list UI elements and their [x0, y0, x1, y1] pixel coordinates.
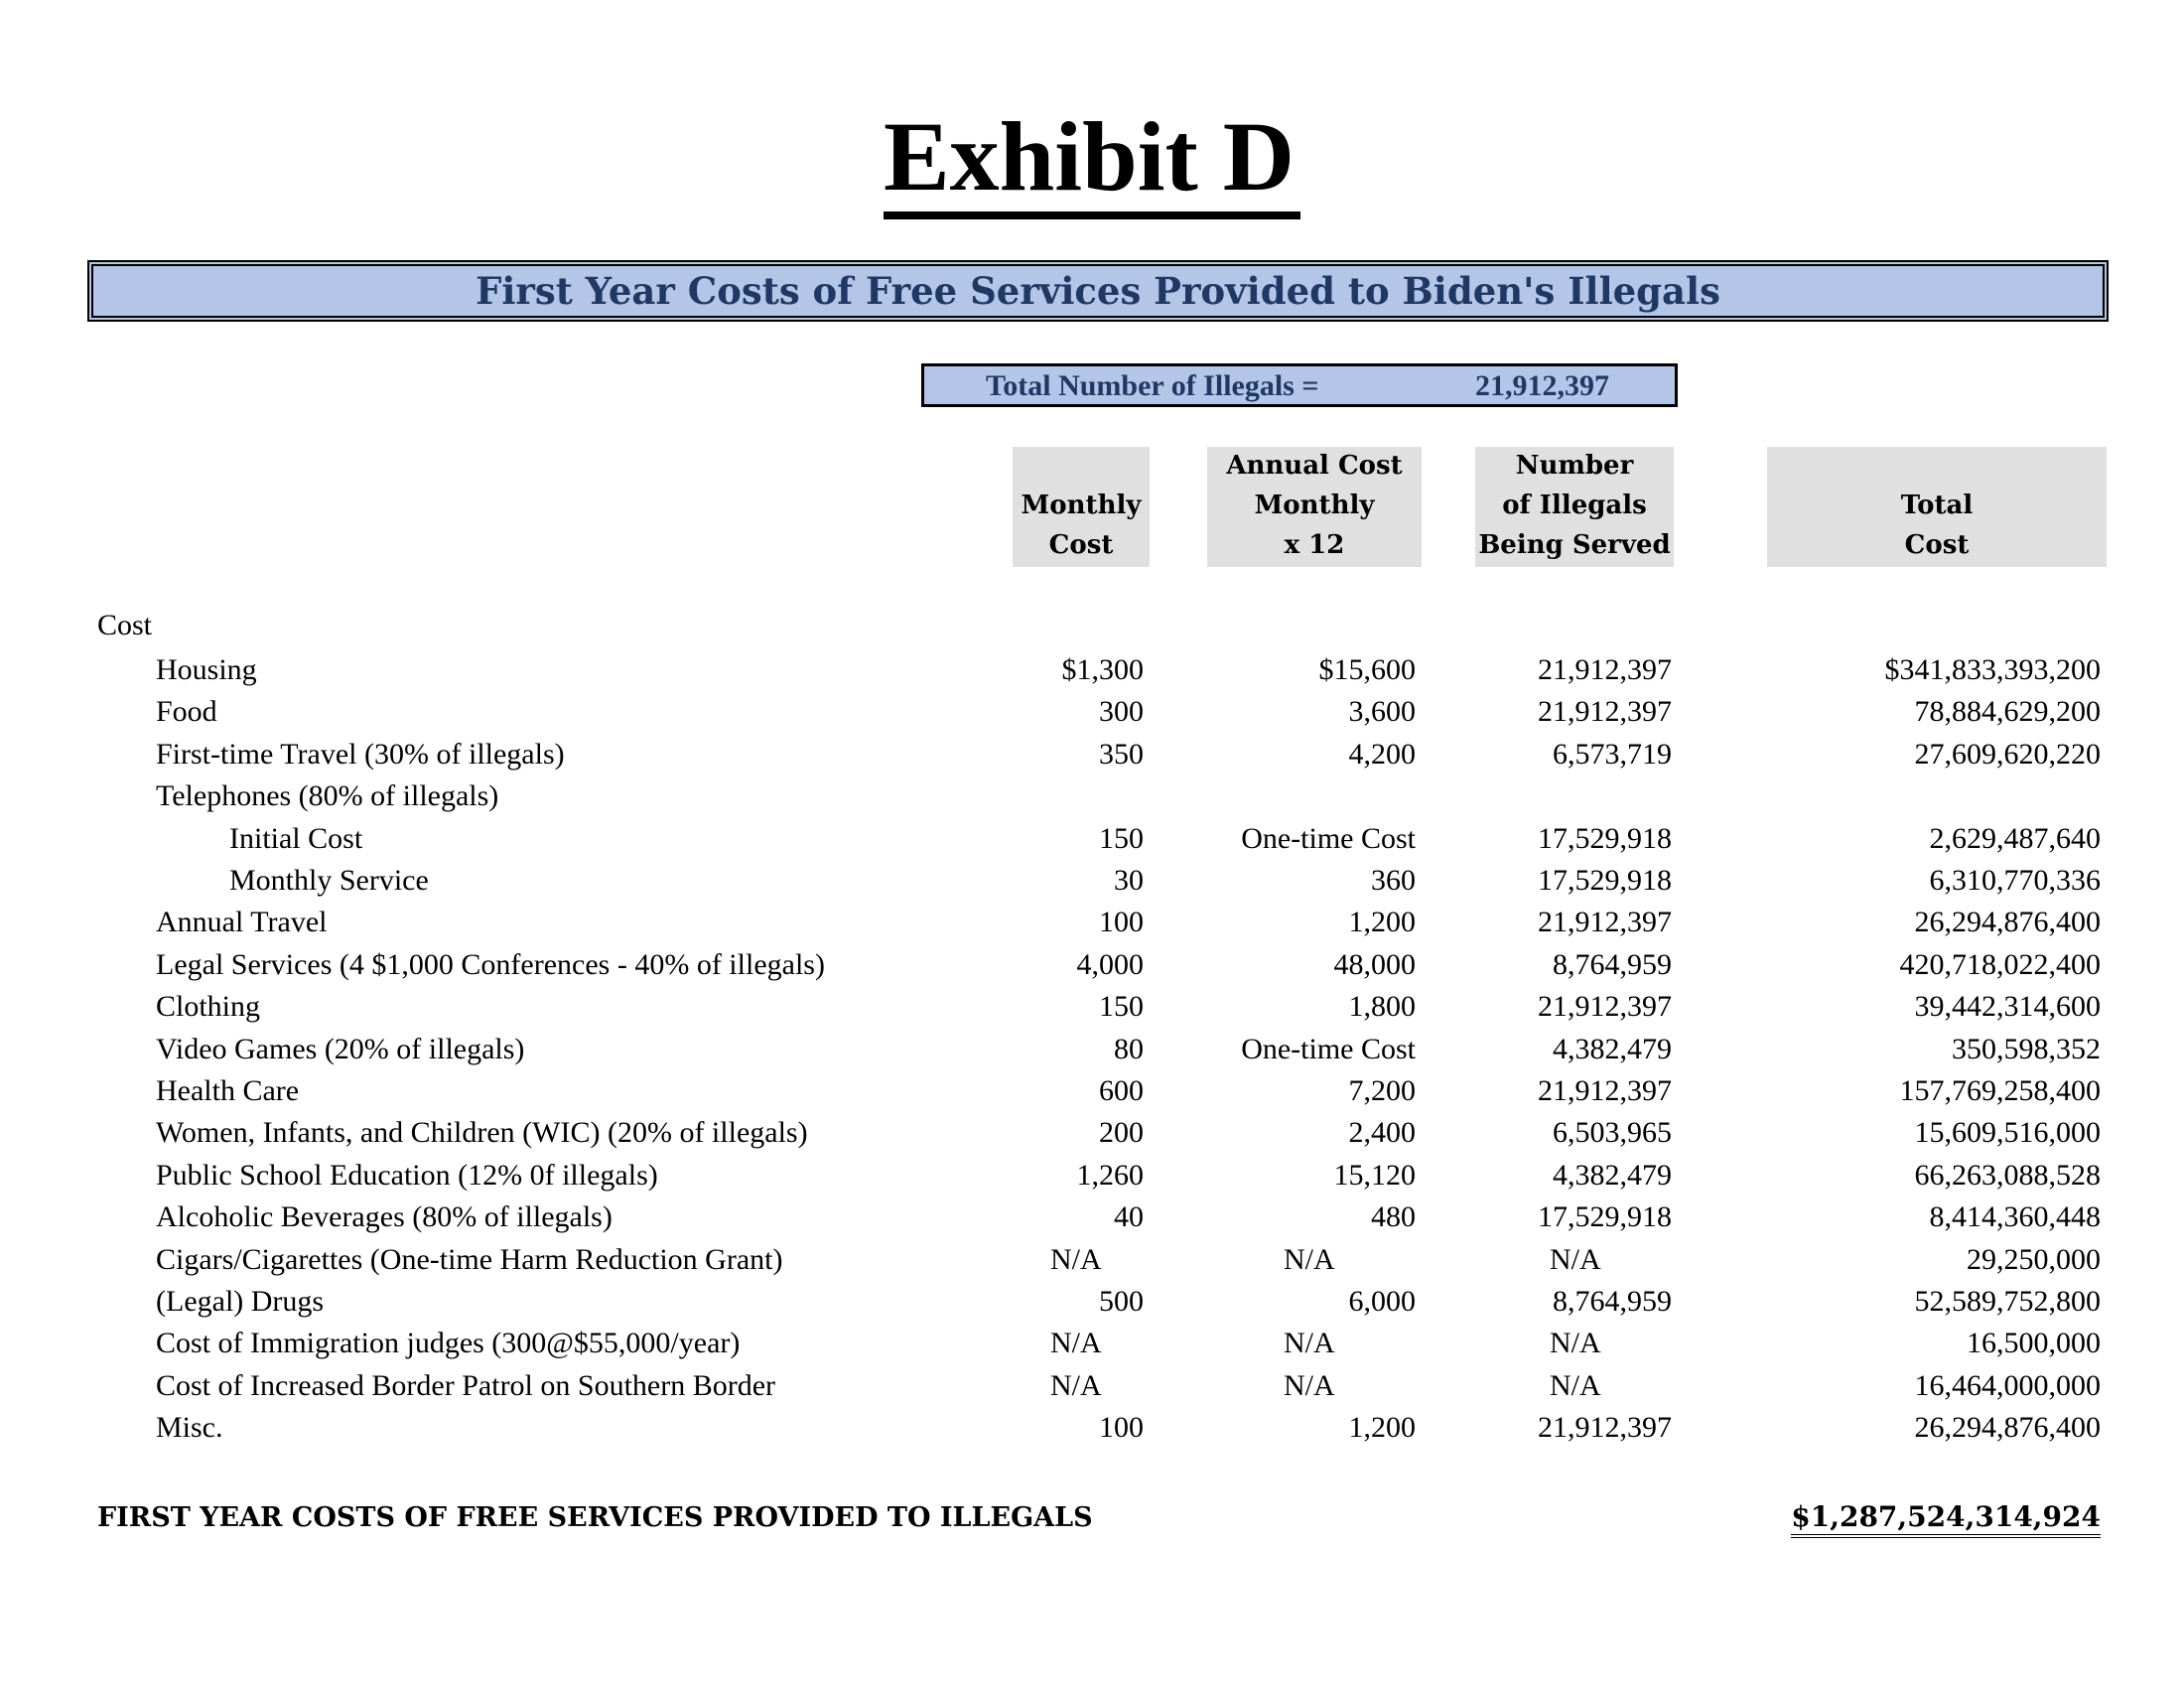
row-number-served: 6,503,965 — [1553, 1116, 1672, 1150]
header-annual-cost — [1207, 447, 1422, 567]
row-annual-cost: 4,200 — [1348, 737, 1416, 771]
row-monthly-cost: $1,300 — [1061, 653, 1144, 686]
row-label: (Legal) Drugs — [156, 1285, 325, 1318]
exhibit-title — [0, 101, 2184, 219]
header-monthly-cost — [1013, 447, 1150, 567]
row-number-served: 21,912,397 — [1538, 906, 1672, 939]
row-total-cost: 157,769,258,400 — [1899, 1074, 2101, 1107]
header-line: Cost — [1904, 530, 1970, 560]
row-total-cost: 6,310,770,336 — [1929, 864, 2101, 897]
row-number-served: 6,573,719 — [1553, 737, 1672, 771]
row-total-cost: 29,250,000 — [1967, 1242, 2101, 1276]
row-number-served: 21,912,397 — [1538, 1074, 1672, 1107]
row-annual-cost: 48,000 — [1333, 947, 1416, 981]
row-annual-cost: 3,600 — [1348, 695, 1416, 729]
row-label: Food — [156, 695, 217, 729]
row-annual-cost: 1,800 — [1348, 990, 1416, 1024]
row-label: First-time Travel (30% of illegals) — [156, 737, 565, 771]
total-illegals-value: 21,912,397 — [1475, 369, 1609, 402]
row-label: Initial Cost — [229, 821, 363, 855]
header-line: Monthly — [1021, 491, 1142, 520]
row-number-served: 4,382,479 — [1553, 1032, 1672, 1065]
row-total-cost: 39,442,314,600 — [1914, 990, 2101, 1024]
row-label: Public School Education (12% 0f illegals) — [156, 1158, 658, 1192]
row-monthly-cost: 200 — [1099, 1116, 1144, 1150]
row-total-cost: 78,884,629,200 — [1914, 695, 2101, 729]
row-annual-cost: 2,400 — [1348, 1116, 1416, 1150]
row-annual-cost: 15,120 — [1333, 1158, 1416, 1192]
row-monthly-cost: 100 — [1099, 1411, 1144, 1445]
row-number-served: 21,912,397 — [1538, 990, 1672, 1024]
row-number-served: 21,912,397 — [1538, 1411, 1672, 1445]
row-monthly-cost: N/A — [1050, 1368, 1102, 1402]
header-line: of Illegals — [1502, 491, 1647, 520]
row-annual-cost: N/A — [1284, 1242, 1335, 1276]
title-banner — [87, 260, 2109, 322]
row-total-cost: 26,294,876,400 — [1914, 906, 2101, 939]
row-monthly-cost: 30 — [1114, 864, 1144, 897]
header-line: Monthly — [1254, 491, 1375, 520]
footer-label: FIRST YEAR COSTS OF FREE SERVICES PROVIDED TO ILLEGALS — [97, 1502, 1093, 1533]
row-label: Cost of Increased Border Patrol on Southern Border — [156, 1368, 776, 1402]
row-number-served: 4,382,479 — [1553, 1158, 1672, 1192]
header-total-cost — [1767, 447, 2107, 567]
row-label: Housing — [156, 653, 257, 686]
row-label: Clothing — [156, 990, 261, 1024]
row-total-cost: 16,464,000,000 — [1914, 1368, 2101, 1402]
row-total-cost: 16,500,000 — [1967, 1327, 2101, 1360]
row-annual-cost: 1,200 — [1348, 1411, 1416, 1445]
row-annual-cost: $15,600 — [1318, 653, 1416, 686]
header-line: Annual Cost — [1226, 451, 1403, 481]
row-total-cost: 350,598,352 — [1952, 1032, 2101, 1065]
row-monthly-cost: N/A — [1050, 1327, 1102, 1360]
row-monthly-cost: N/A — [1050, 1242, 1102, 1276]
row-number-served: 17,529,918 — [1538, 864, 1672, 897]
footer-total: $1,287,524,314,924 — [1791, 1500, 2101, 1538]
row-label: Telephones (80% of illegals) — [156, 779, 499, 813]
exhibit-title-text: Exhibit D — [884, 108, 1300, 219]
table-row — [0, 986, 2184, 1028]
header-line: Being Served — [1478, 530, 1671, 560]
row-monthly-cost: 300 — [1099, 695, 1144, 729]
header-line: Total — [1900, 491, 1974, 520]
row-monthly-cost: 600 — [1099, 1074, 1144, 1107]
row-annual-cost: 7,200 — [1348, 1074, 1416, 1107]
row-number-served: 17,529,918 — [1538, 1200, 1672, 1234]
row-annual-cost: 1,200 — [1348, 906, 1416, 939]
table-row — [0, 775, 2184, 817]
row-total-cost: 15,609,516,000 — [1914, 1116, 2101, 1150]
row-label: Cigars/Cigarettes (One-time Harm Reduction Grant) — [156, 1242, 783, 1276]
row-label: Annual Travel — [156, 906, 328, 939]
table-row — [0, 1239, 2184, 1281]
row-monthly-cost: 150 — [1099, 821, 1144, 855]
row-number-served: N/A — [1550, 1327, 1601, 1360]
row-label: Alcoholic Beverages (80% of illegals) — [156, 1200, 613, 1234]
table-row — [0, 1323, 2184, 1364]
row-annual-cost: 480 — [1371, 1200, 1416, 1234]
header-line: Number — [1515, 451, 1634, 481]
row-total-cost: 420,718,022,400 — [1899, 947, 2101, 981]
row-annual-cost: 6,000 — [1348, 1285, 1416, 1318]
table-row — [0, 1365, 2184, 1407]
row-number-served: N/A — [1550, 1368, 1601, 1402]
row-total-cost: 26,294,876,400 — [1914, 1411, 2101, 1445]
table-row — [0, 944, 2184, 986]
table-row — [0, 1155, 2184, 1196]
row-number-served: 8,764,959 — [1553, 947, 1672, 981]
table-row — [0, 1407, 2184, 1449]
total-illegals-label: Total Number of Illegals = — [986, 369, 1319, 402]
row-total-cost: 66,263,088,528 — [1914, 1158, 2101, 1192]
row-label: Health Care — [156, 1074, 300, 1107]
table-row — [0, 902, 2184, 943]
total-illegals-box — [921, 363, 1678, 407]
row-annual-cost: N/A — [1284, 1327, 1335, 1360]
row-total-cost: 8,414,360,448 — [1929, 1200, 2101, 1234]
row-annual-cost: 360 — [1371, 864, 1416, 897]
table-row — [0, 1281, 2184, 1323]
row-label: Video Games (20% of illegals) — [156, 1032, 525, 1065]
row-label: Misc. — [156, 1411, 223, 1445]
row-monthly-cost: 4,000 — [1076, 947, 1144, 981]
table-row — [0, 1112, 2184, 1154]
row-number-served: N/A — [1550, 1242, 1601, 1276]
row-total-cost: 2,629,487,640 — [1929, 821, 2101, 855]
row-monthly-cost: 1,260 — [1076, 1158, 1144, 1192]
row-number-served: 17,529,918 — [1538, 821, 1672, 855]
row-monthly-cost: 40 — [1114, 1200, 1144, 1234]
header-line: Cost — [1048, 530, 1114, 560]
row-label: Cost of Immigration judges (300@$55,000/year) — [156, 1327, 741, 1360]
row-annual-cost: One-time Cost — [1241, 821, 1416, 855]
row-total-cost: 27,609,620,220 — [1914, 737, 2101, 771]
table-row — [0, 691, 2184, 733]
row-label: Women, Infants, and Children (WIC) (20% of illegals) — [156, 1116, 808, 1150]
row-total-cost: $341,833,393,200 — [1884, 653, 2101, 686]
row-annual-cost: One-time Cost — [1241, 1032, 1416, 1065]
table-row — [0, 649, 2184, 691]
table-row — [0, 860, 2184, 902]
banner-text: First Year Costs of Free Services Provided to Biden's Illegals — [476, 269, 1720, 313]
table-row — [0, 818, 2184, 860]
row-monthly-cost: 100 — [1099, 906, 1144, 939]
row-label: Legal Services (4 $1,000 Conferences - 40% of illegals) — [156, 947, 825, 981]
table-row — [0, 1029, 2184, 1070]
row-monthly-cost: 150 — [1099, 990, 1144, 1024]
row-monthly-cost: 350 — [1099, 737, 1144, 771]
row-number-served: 21,912,397 — [1538, 653, 1672, 686]
row-label: Monthly Service — [229, 864, 429, 897]
row-number-served: 21,912,397 — [1538, 695, 1672, 729]
row-monthly-cost: 500 — [1099, 1285, 1144, 1318]
table-row — [0, 734, 2184, 775]
section-label: Cost — [97, 609, 153, 641]
row-number-served: 8,764,959 — [1553, 1285, 1672, 1318]
header-line: x 12 — [1284, 530, 1345, 560]
row-annual-cost: N/A — [1284, 1368, 1335, 1402]
table-row — [0, 1196, 2184, 1238]
row-total-cost: 52,589,752,800 — [1914, 1285, 2101, 1318]
header-number-served — [1475, 447, 1674, 567]
table-row — [0, 1070, 2184, 1112]
row-monthly-cost: 80 — [1114, 1032, 1144, 1065]
